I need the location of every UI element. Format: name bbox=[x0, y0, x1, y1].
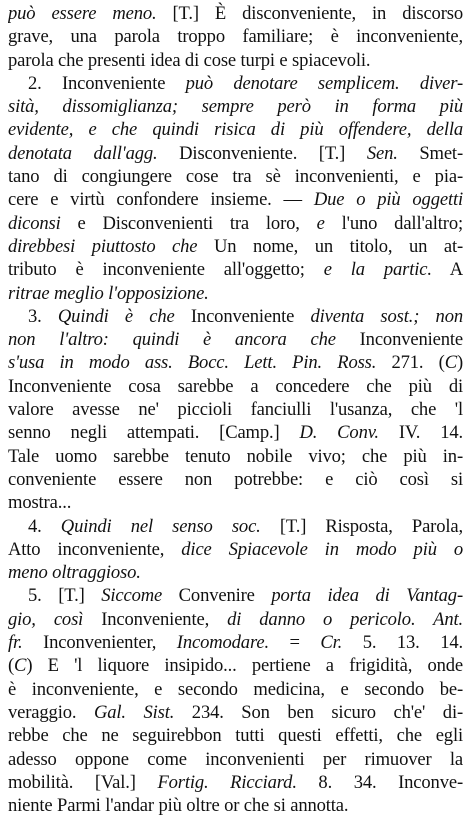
italic-text: evidente, e che quindi risica di più offendere, della bbox=[8, 119, 463, 141]
text-line bbox=[8, 235, 463, 258]
text-line bbox=[8, 421, 463, 444]
roman-text: 4. bbox=[28, 515, 61, 537]
italic-text: diventa sost.; non bbox=[310, 305, 463, 327]
italic-text: Due o più oggetti bbox=[313, 189, 463, 211]
roman-text: conveniente essere non potrebbe: e ciò così si bbox=[8, 468, 463, 490]
roman-text: niente Parmi l'andar più oltre or che si annotta. bbox=[8, 795, 349, 817]
roman-text: [T.] È disconveniente, in discorso bbox=[156, 3, 463, 24]
text-line bbox=[8, 305, 463, 328]
italic-text: di danno o pericolo. Ant. bbox=[227, 608, 463, 630]
roman-text: valore avesse ne' piccioli fanciulli l'usanza, che 'l bbox=[8, 399, 463, 421]
italic-text: Siccome bbox=[101, 585, 163, 607]
text-line bbox=[8, 771, 463, 794]
roman-text: e Disconvenienti tra loro, bbox=[60, 212, 317, 234]
text-line bbox=[8, 491, 463, 514]
roman-text: l'uno dall'altro; bbox=[324, 212, 463, 234]
text-line bbox=[8, 118, 463, 141]
italic-text: Quindi nel senso soc. bbox=[60, 515, 261, 537]
text-line bbox=[8, 468, 463, 491]
italic-text: Spiacevole in modo più o bbox=[228, 538, 463, 560]
text-line bbox=[8, 375, 463, 398]
text-line bbox=[8, 188, 463, 211]
text-line bbox=[8, 25, 463, 48]
roman-text: 5. [T.] bbox=[28, 585, 102, 607]
italic-text: Sen. bbox=[366, 142, 398, 164]
italic-text: denotata dall'agg. bbox=[8, 142, 158, 164]
italic-text: non l'altro: quindi è ancora che bbox=[8, 329, 336, 351]
italic-text: C bbox=[444, 352, 457, 374]
roman-text: Inconveniente, bbox=[83, 608, 228, 630]
roman-text: ) bbox=[456, 352, 463, 374]
roman-text: Un nome, un titolo, un at- bbox=[197, 235, 463, 257]
italic-text: Fortig. Ricciard. bbox=[157, 771, 297, 793]
roman-text: 234. Son ben sicuro ch'e' di- bbox=[174, 701, 463, 723]
text-line bbox=[8, 608, 463, 631]
text-line bbox=[8, 724, 463, 747]
text-line bbox=[8, 794, 463, 817]
text-line bbox=[8, 165, 463, 188]
italic-text: porta idea di Vantag- bbox=[271, 585, 463, 607]
italic-text: direbbesi piuttosto che bbox=[8, 235, 198, 257]
roman-text: = bbox=[268, 632, 321, 654]
roman-text: Tale uomo sarebbe tenuto nobile vivo; che più in- bbox=[8, 445, 463, 467]
roman-text: veraggio. bbox=[8, 701, 94, 723]
roman-text: Inconveniente bbox=[174, 305, 311, 327]
text-line bbox=[8, 328, 463, 351]
roman-text: Convenire bbox=[162, 585, 272, 607]
roman-text: 5. 13. 14. bbox=[342, 632, 463, 654]
italic-text: Gal. Sist. bbox=[93, 701, 175, 723]
roman-text: Inconvenienter, bbox=[22, 632, 177, 654]
text-line bbox=[8, 748, 463, 771]
text-line bbox=[8, 515, 463, 538]
text-line bbox=[8, 49, 463, 72]
text-line bbox=[8, 258, 463, 281]
roman-text: tributo è inconveniente all'oggetto; bbox=[8, 259, 324, 281]
italic-text: D. Conv. bbox=[299, 422, 379, 444]
roman-text: cere e virtù confondere insieme. — bbox=[8, 189, 314, 211]
italic-text: meno oltraggioso. bbox=[8, 562, 141, 584]
text-line bbox=[8, 654, 463, 677]
italic-text: s'usa in modo ass. Bocc. Lett. Pin. Ross. bbox=[8, 352, 377, 374]
roman-text: 271. ( bbox=[376, 352, 445, 374]
roman-text: mostra... bbox=[8, 492, 72, 514]
roman-text: ) E 'l liquore insipido... pertiene a frigidità, onde bbox=[26, 655, 463, 677]
text-line bbox=[8, 701, 463, 724]
roman-text: è inconveniente, e secondo medicina, e secondo be- bbox=[8, 678, 463, 700]
text-line bbox=[8, 351, 463, 374]
roman-text: tano di congiungere cose tra sè inconvenienti, e pia- bbox=[8, 166, 463, 188]
roman-text: [T.] Risposta, Parola, bbox=[260, 515, 463, 537]
italic-text: Cr. bbox=[320, 632, 343, 654]
roman-text bbox=[212, 539, 229, 560]
italic-text: può essere meno. bbox=[8, 3, 157, 24]
roman-text: mobilità. [Val.] bbox=[8, 771, 158, 793]
italic-text: può denotare semplicem. diver- bbox=[185, 72, 463, 94]
italic-text: sità, dissomiglianza; sempre però in forma più bbox=[8, 96, 463, 118]
italic-text: fr. bbox=[8, 632, 23, 654]
roman-text: IV. 14. bbox=[378, 422, 463, 444]
roman-text: 2. Inconveniente bbox=[28, 72, 186, 94]
roman-text: parola che presenti idea di cose turpi e spiacevoli. bbox=[8, 49, 371, 71]
roman-text: grave, una parola troppo familiare; è inconveniente, bbox=[8, 26, 463, 48]
roman-text: A bbox=[431, 259, 463, 281]
italic-text: e la partic. bbox=[323, 259, 432, 281]
roman-text: 3. bbox=[28, 305, 58, 327]
italic-text: diconsi bbox=[8, 212, 61, 234]
italic-text: e bbox=[316, 212, 325, 234]
text-line bbox=[8, 398, 463, 421]
roman-text: Inconveniente bbox=[335, 329, 463, 351]
roman-text: rebbe che ne seguirebbon tutti questi effetti, che egli bbox=[8, 725, 463, 747]
text-line bbox=[8, 678, 463, 701]
roman-text: Atto inconveniente, bbox=[8, 538, 182, 560]
roman-text: 8. 34. Inconve- bbox=[296, 771, 463, 793]
italic-text: Quindi è che bbox=[57, 305, 175, 327]
roman-text: ( bbox=[8, 655, 15, 677]
text-line bbox=[8, 142, 463, 165]
text-line bbox=[8, 212, 463, 235]
text-line bbox=[8, 95, 463, 118]
text-line bbox=[8, 445, 463, 468]
italic-text: gio, così bbox=[8, 608, 84, 630]
text-line bbox=[8, 584, 463, 607]
roman-text: Smet- bbox=[397, 142, 463, 164]
roman-text: Disconveniente. [T.] bbox=[157, 142, 367, 164]
text-line bbox=[8, 538, 463, 561]
text-line bbox=[8, 72, 463, 95]
italic-text: C bbox=[14, 655, 27, 677]
text-line bbox=[8, 282, 463, 305]
roman-text: senno negli attempati. [Camp.] bbox=[8, 422, 300, 444]
text-line bbox=[8, 631, 463, 654]
roman-text: adesso oppone come inconvenienti per rimuover la bbox=[8, 748, 463, 770]
italic-text: ritrae meglio l'opposizione. bbox=[8, 282, 209, 304]
roman-text: Inconveniente cosa sarebbe a concedere che più di bbox=[8, 375, 463, 397]
italic-text: Incomodare. bbox=[176, 632, 269, 654]
text-line bbox=[8, 2, 463, 25]
italic-text: dice bbox=[181, 538, 212, 560]
text-line bbox=[8, 561, 463, 584]
